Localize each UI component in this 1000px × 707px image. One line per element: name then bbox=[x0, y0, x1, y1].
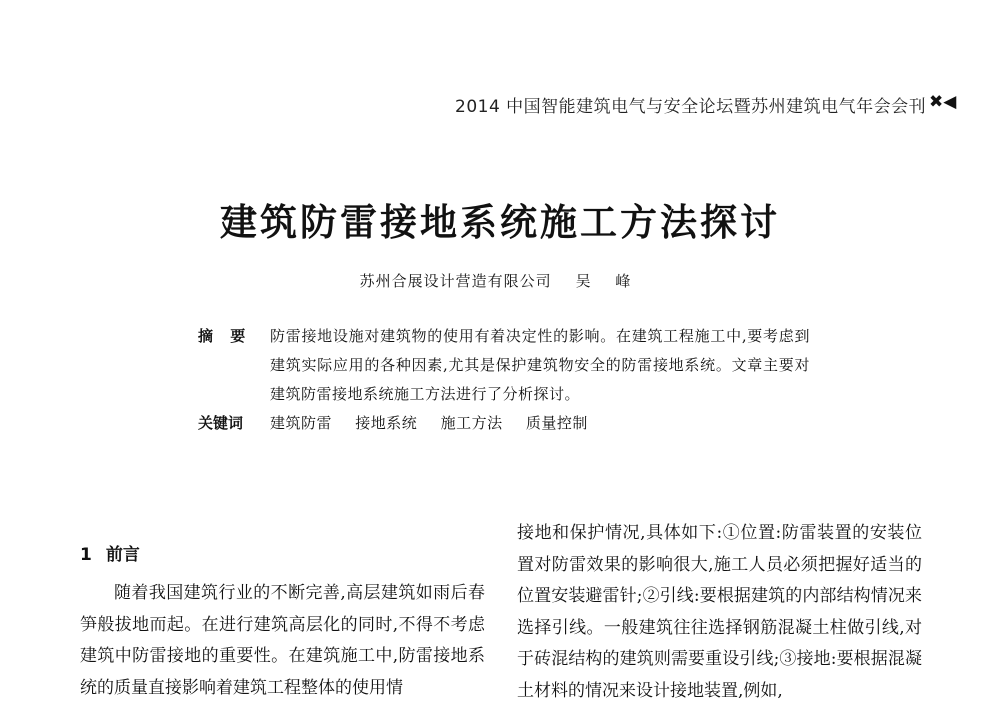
article-title: 建筑防雷接地系统施工方法探讨 bbox=[220, 201, 780, 244]
journal-mark-icon: ✖◀ bbox=[929, 92, 957, 112]
section-title: 前言 bbox=[105, 545, 140, 565]
section-number: 1 bbox=[80, 545, 92, 565]
author: 吴 峰 bbox=[575, 272, 641, 290]
keyword: 接地系统 bbox=[355, 414, 418, 432]
abstract-label: 摘 要 bbox=[198, 327, 252, 345]
affiliation: 苏州合展设计营造有限公司 bbox=[359, 272, 552, 290]
right-column bbox=[517, 518, 922, 701]
left-column bbox=[80, 578, 485, 698]
body-paragraph: 接地和保护情况,具体如下:①位置:防雷装置的安装位置对防雷效果的影响很大,施工人员必须把握好适当的位置安装避雷针;②引线:要根据建筑的内部结构情况来选择引线。一般建筑往往选择钢筋混凝土柱做引线,对于砖混结构的建筑则需要重设引线;③接地:要根据混凝土材料的情况来设计接地装置,例如, bbox=[517, 523, 922, 701]
abstract-block bbox=[198, 322, 810, 438]
body-paragraph: 随着我国建筑行业的不断完善,高层建筑如雨后春笋般拔地而起。在进行建筑高层化的同时,不得不考虑建筑中防雷接地的重要性。在建筑施工中,防雷接地系统的质量直接影响着建筑工程整体的使用情 bbox=[80, 583, 485, 698]
running-header: 2014 中国智能建筑电气与安全论坛暨苏州建筑电气年会会刊 bbox=[455, 97, 927, 117]
abstract-row bbox=[198, 322, 810, 409]
keywords-label: 关键词 bbox=[198, 414, 244, 432]
keyword: 建筑防雷 bbox=[270, 414, 333, 432]
byline bbox=[0, 270, 1000, 291]
section-heading bbox=[80, 540, 140, 565]
abstract-text: 防雷接地设施对建筑物的使用有着决定性的影响。在建筑工程施工中,要考虑到建筑实际应用的各种因素,尤其是保护建筑物安全的防雷接地系统。文章主要对建筑防雷接地系统施工方法进行了分析探讨。 bbox=[270, 327, 810, 403]
keywords-list bbox=[270, 409, 810, 438]
keyword: 质量控制 bbox=[525, 414, 588, 432]
keyword: 施工方法 bbox=[440, 414, 503, 432]
keywords-row bbox=[198, 409, 810, 438]
